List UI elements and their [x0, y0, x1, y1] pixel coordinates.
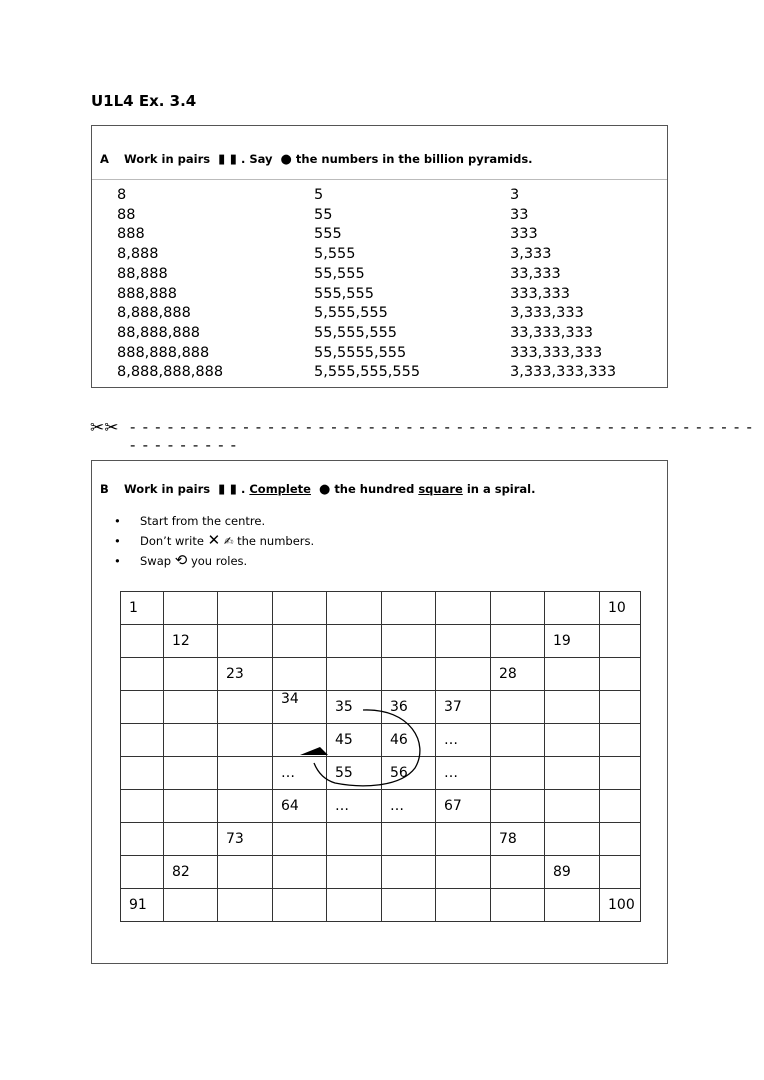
grid-cell[interactable] [327, 658, 382, 691]
grid-cell[interactable]: 35 [327, 691, 382, 724]
grid-cell[interactable] [600, 823, 641, 856]
pyramid-number: 888,888 [117, 285, 177, 302]
grid-cell[interactable] [382, 889, 436, 922]
grid-cell[interactable] [273, 889, 327, 922]
grid-cell[interactable] [600, 658, 641, 691]
grid-row [121, 790, 641, 823]
pyramid-column-3 [510, 186, 616, 383]
bullet-text: you roles. [190, 554, 248, 568]
instruction-list [114, 512, 314, 571]
grid-cell[interactable]: … [382, 790, 436, 823]
square-word: square [418, 482, 463, 496]
grid-cell[interactable]: 46 [382, 724, 436, 757]
grid-cell[interactable] [273, 658, 327, 691]
grid-cell[interactable] [273, 592, 327, 625]
grid-cell[interactable] [121, 658, 164, 691]
pyramid-number: 3,333,333,333 [510, 364, 617, 381]
grid-cell[interactable] [382, 823, 436, 856]
pyramid-number: 333 [510, 226, 538, 243]
grid-cell[interactable] [436, 625, 491, 658]
cross-icon: ✕ [207, 531, 221, 549]
grid-row [121, 592, 641, 625]
grid-cell[interactable] [273, 823, 327, 856]
grid-row [121, 658, 641, 691]
grid-cell[interactable] [164, 658, 218, 691]
grid-cell[interactable] [273, 625, 327, 658]
pyramid-number: 88,888,888 [117, 324, 201, 341]
grid-cell[interactable]: 28 [491, 658, 545, 691]
pyramid-number: 888 [117, 226, 145, 243]
grid-cell[interactable] [121, 823, 164, 856]
grid-cell[interactable]: … [327, 790, 382, 823]
pyramid-number: 3,333 [510, 246, 552, 263]
grid-cell[interactable]: 73 [218, 823, 273, 856]
grid-cell[interactable]: 36 [382, 691, 436, 724]
grid-cell[interactable] [545, 757, 600, 790]
grid-cell[interactable] [436, 889, 491, 922]
grid-cell[interactable] [164, 592, 218, 625]
cut-line: - - - - - - - - - - - - - - - - - - - - - - - - - - - - - - - - - - - - - - - - - - - - - - - - - - - - - - - - - - - [130, 418, 754, 454]
grid-cell[interactable] [382, 856, 436, 889]
grid-cell[interactable] [218, 757, 273, 790]
grid-cell[interactable] [600, 625, 641, 658]
pyramid-number: 5,555,555 [314, 305, 388, 322]
pyramid-number: 8,888 [117, 246, 159, 263]
pyramid-number: 55,5555,555 [314, 344, 407, 361]
grid-cell[interactable] [545, 592, 600, 625]
grid-cell[interactable] [327, 823, 382, 856]
pyramid-number: 5,555,555,555 [314, 364, 421, 381]
instruction-text: the hundred [334, 482, 415, 496]
grid-cell[interactable] [218, 625, 273, 658]
grid-cell[interactable]: 19 [545, 625, 600, 658]
grid-row [121, 856, 641, 889]
bullet-text: Swap [140, 554, 172, 568]
instruction-text: Work in pairs [124, 152, 211, 166]
scissors-icon: ✂✂ [90, 418, 119, 438]
grid-cell[interactable] [600, 856, 641, 889]
grid-cell[interactable] [327, 889, 382, 922]
pyramid-number: 8,888,888,888 [117, 364, 224, 381]
pyramid-number: 555 [314, 226, 342, 243]
grid-cell[interactable] [491, 592, 545, 625]
instruction-text: . [240, 482, 246, 496]
speaking-head-icon: ● [318, 482, 331, 497]
grid-row [121, 823, 641, 856]
grid-cell[interactable] [121, 790, 164, 823]
grid-cell[interactable] [327, 856, 382, 889]
pyramid-number: 88,888 [117, 265, 168, 282]
grid-cell[interactable]: 67 [436, 790, 491, 823]
grid-cell[interactable] [382, 592, 436, 625]
grid-cell[interactable] [436, 658, 491, 691]
divider [92, 179, 667, 180]
grid-cell[interactable] [600, 691, 641, 724]
grid-cell[interactable] [436, 592, 491, 625]
section-letter: B [100, 482, 109, 496]
grid-cell[interactable] [436, 823, 491, 856]
grid-cell[interactable]: 91 [121, 889, 164, 922]
grid-cell[interactable] [327, 625, 382, 658]
grid-row [121, 889, 641, 922]
section-a-box [91, 125, 668, 388]
grid-cell[interactable] [121, 691, 164, 724]
grid-cell[interactable] [491, 889, 545, 922]
grid-cell[interactable] [491, 856, 545, 889]
grid-cell[interactable]: 56 [382, 757, 436, 790]
grid-cell[interactable] [121, 625, 164, 658]
grid-cell[interactable] [600, 757, 641, 790]
grid-cell[interactable] [218, 724, 273, 757]
pyramid-number: 33,333 [510, 265, 561, 282]
grid-cell[interactable] [600, 790, 641, 823]
grid-cell[interactable] [545, 889, 600, 922]
grid-cell[interactable] [491, 757, 545, 790]
instruction-text: . Say [240, 152, 273, 166]
pyramid-number: 8,888,888 [117, 305, 191, 322]
instruction-text: the numbers in the billion pyramids. [295, 152, 533, 166]
grid-cell[interactable]: … [436, 757, 491, 790]
grid-cell[interactable] [491, 724, 545, 757]
grid-cell[interactable] [545, 691, 600, 724]
grid-cell[interactable] [164, 691, 218, 724]
grid-cell[interactable] [121, 724, 164, 757]
grid-cell[interactable] [164, 724, 218, 757]
pyramid-number: 33 [510, 206, 529, 223]
grid-cell[interactable]: 10 [600, 592, 641, 625]
grid-cell[interactable]: 45 [327, 724, 382, 757]
grid-row [121, 625, 641, 658]
grid-cell[interactable]: 100 [600, 889, 641, 922]
pyramid-number: 333,333 [510, 285, 570, 302]
grid-cell[interactable]: 37 [436, 691, 491, 724]
pyramid-number: 555,555 [314, 285, 374, 302]
list-item [114, 531, 314, 551]
grid-cell[interactable]: 34 [273, 691, 327, 724]
instruction-text: Work in pairs [124, 482, 211, 496]
grid-cell[interactable]: 23 [218, 658, 273, 691]
pyramid-number: 8 [117, 187, 127, 203]
grid-cell[interactable] [121, 757, 164, 790]
pyramid-number: 55,555,555 [314, 324, 398, 341]
list-item [114, 512, 314, 531]
pyramid-column-5 [314, 186, 420, 383]
pyramid-number: 55 [314, 206, 333, 223]
grid-cell[interactable] [491, 625, 545, 658]
pyramid-number: 3,333,333 [510, 305, 584, 322]
list-item [114, 551, 314, 571]
grid-cell[interactable]: … [436, 724, 491, 757]
pyramid-number: 33,333,333 [510, 324, 594, 341]
swap-arrows-icon: ⟲ [174, 551, 188, 569]
grid-cell[interactable]: 55 [327, 757, 382, 790]
grid-cell[interactable] [436, 856, 491, 889]
grid-cell[interactable] [164, 790, 218, 823]
grid-cell[interactable] [121, 856, 164, 889]
spiral-arrow-icon [280, 703, 430, 793]
bullet-text: Don’t write [140, 534, 204, 548]
grid-cell[interactable] [382, 625, 436, 658]
complete-word: Complete [249, 482, 311, 496]
grid-cell[interactable]: 64 [273, 790, 327, 823]
grid-cell[interactable] [491, 790, 545, 823]
grid-cell[interactable]: … [273, 757, 327, 790]
grid-cell[interactable] [164, 889, 218, 922]
section-letter: A [100, 152, 109, 166]
bullet-text: the numbers. [237, 534, 315, 548]
grid-cell[interactable] [273, 856, 327, 889]
speaking-head-icon: ● [280, 152, 292, 167]
pyramid-number: 88 [117, 206, 136, 223]
grid-cell[interactable] [600, 724, 641, 757]
grid-cell[interactable]: 12 [164, 625, 218, 658]
grid-cell[interactable] [164, 757, 218, 790]
grid-cell[interactable] [545, 658, 600, 691]
section-b-heading [100, 482, 536, 497]
grid-cell[interactable] [327, 592, 382, 625]
grid-cell[interactable] [218, 592, 273, 625]
pyramid-number: 55,555 [314, 265, 365, 282]
pyramid-number: 888,888,888 [117, 344, 210, 361]
grid-cell[interactable]: 82 [164, 856, 218, 889]
grid-cell[interactable] [218, 691, 273, 724]
section-a-heading [100, 152, 533, 167]
grid-cell[interactable] [218, 856, 273, 889]
pyramid-number: 5,555 [314, 246, 356, 263]
grid-cell[interactable]: 1 [121, 592, 164, 625]
pyramid-number: 5 [314, 187, 324, 203]
pyramid-column-8 [117, 186, 223, 383]
grid-cell[interactable] [218, 790, 273, 823]
grid-cell[interactable] [545, 724, 600, 757]
person-pair-icon: ▮ ▮ [218, 482, 237, 497]
grid-cell[interactable] [545, 790, 600, 823]
grid-cell[interactable] [218, 889, 273, 922]
grid-cell[interactable]: 78 [491, 823, 545, 856]
person-pair-icon: ▮ ▮ [218, 152, 237, 167]
grid-cell[interactable] [545, 823, 600, 856]
grid-cell[interactable] [491, 691, 545, 724]
instruction-text: in a spiral. [466, 482, 536, 496]
grid-cell[interactable] [382, 658, 436, 691]
bullet-text: Start from the centre. [140, 514, 266, 528]
pyramid-number: 3 [510, 187, 520, 203]
grid-cell[interactable]: 89 [545, 856, 600, 889]
writing-hand-icon: ✍ [223, 534, 234, 548]
page-title: U1L4 Ex. 3.4 [91, 92, 197, 110]
pyramid-number: 333,333,333 [510, 344, 603, 361]
grid-cell[interactable] [164, 823, 218, 856]
